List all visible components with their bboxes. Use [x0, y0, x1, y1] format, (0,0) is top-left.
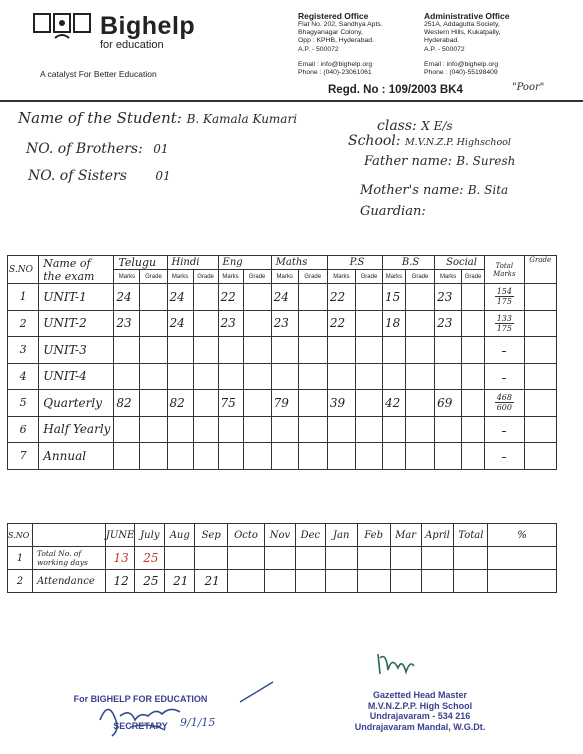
attendance-table [7, 523, 557, 593]
month-header: Feb [357, 524, 390, 547]
registered-office-line: Opp : KPHB, Hyderabad. [298, 37, 374, 45]
subject-grade [298, 443, 327, 470]
subject-grade [193, 443, 218, 470]
subject-grade [298, 363, 327, 390]
row-exam-name: UNIT-3 [39, 337, 114, 364]
row-sno: 6 [8, 416, 39, 443]
marks-subheader: Marks [435, 270, 462, 284]
month-header: Sep [195, 524, 228, 547]
marks-subheader: Marks [114, 270, 140, 284]
total-header [485, 256, 525, 284]
subject-mark [114, 416, 140, 443]
row-exam-name: Annual [39, 443, 114, 470]
row-grade [524, 310, 556, 337]
class-label: class: [377, 118, 417, 134]
month-header: July [135, 524, 165, 547]
mother-value: B. Sita [467, 183, 509, 197]
row-grade [524, 416, 556, 443]
subject-mark [435, 443, 462, 470]
subject-grade [298, 284, 327, 311]
sno-header: S.NO [8, 256, 39, 284]
administrative-office-line: 251A, Addagutta Society, [424, 21, 500, 28]
table-row [8, 310, 557, 337]
registered-office-title: Registered Office [298, 11, 369, 21]
brand-subtitle: for education [100, 39, 164, 51]
exam-header-line: the exam [43, 269, 95, 283]
subject-header: Telugu [114, 256, 167, 270]
subject-mark: 24 [114, 284, 140, 311]
grade-subheader: Grade [298, 270, 327, 284]
row-sno: 1 [8, 547, 33, 570]
subject-header: P.S [327, 256, 382, 270]
row-total [485, 337, 525, 364]
table-row [8, 390, 557, 417]
grade-subheader: Grade [243, 270, 271, 284]
guardian-label: Guardian: [360, 204, 426, 219]
month-header: Nov [264, 524, 295, 547]
subject-grade [405, 390, 434, 417]
total-obtained [502, 351, 506, 352]
registered-office-line: Bhagyanagar Colony, [298, 29, 363, 37]
subject-grade [355, 363, 382, 390]
month-header: Octo [228, 524, 265, 547]
subject-mark: 82 [114, 390, 140, 417]
subject-grade [140, 363, 167, 390]
subject-mark [383, 416, 406, 443]
student-name-label: Name of the Student: [18, 109, 182, 127]
administrative-office [424, 11, 544, 77]
subject-mark [383, 337, 406, 364]
marks-subheader: Marks [167, 270, 193, 284]
subject-grade [193, 284, 218, 311]
month-value [488, 570, 557, 593]
subject-grade [462, 337, 485, 364]
mother-label: Mother's name: [360, 183, 464, 198]
subject-grade [140, 337, 167, 364]
month-value [488, 547, 557, 570]
month-value: 25 [135, 570, 165, 593]
headmaster-stamp-school: M.V.N.Z.P.P. High School [367, 700, 473, 711]
month-header: Jan [325, 524, 357, 547]
row-exam-name: UNIT-1 [39, 284, 114, 311]
subject-grade [298, 337, 327, 364]
exam-header [39, 256, 114, 284]
attendance-label-header [32, 524, 105, 547]
subject-grade [140, 284, 167, 311]
subject-header: Social [435, 256, 485, 270]
month-header: Total [454, 524, 488, 547]
month-value [264, 570, 295, 593]
brand-name: Bighelp [100, 12, 196, 40]
month-value [228, 570, 265, 593]
marks-subheader: Marks [271, 270, 298, 284]
subject-mark [167, 416, 193, 443]
subject-mark: 24 [167, 310, 193, 337]
subject-grade [462, 363, 485, 390]
subject-mark: 22 [327, 310, 355, 337]
class-row [377, 118, 453, 134]
subject-mark [327, 416, 355, 443]
subject-grade [193, 337, 218, 364]
subject-grade [298, 416, 327, 443]
subject-header: Hindi [167, 256, 218, 270]
attendance-sno-header: S.NO [8, 524, 33, 547]
administrative-office-title: Administrative Office [424, 11, 510, 21]
administrative-office-line: A.P. - 500072 [424, 45, 465, 53]
subject-mark [114, 337, 140, 364]
marks-table [7, 255, 557, 470]
registered-office-line: Flat No. 202, Sandhya Apts. [298, 21, 383, 28]
subject-grade [140, 310, 167, 337]
row-grade [524, 390, 556, 417]
school-label: School: [348, 133, 401, 149]
month-header: Aug [165, 524, 195, 547]
subject-mark [271, 416, 298, 443]
subject-grade [462, 310, 485, 337]
father-row [364, 154, 515, 169]
row-sno: 2 [8, 570, 33, 593]
subject-mark: 69 [435, 390, 462, 417]
registered-office-email: Email : info@bighelp.org [298, 60, 373, 68]
subject-grade [193, 363, 218, 390]
table-row [8, 416, 557, 443]
month-value [421, 570, 454, 593]
total-obtained [502, 431, 506, 432]
subject-grade [405, 443, 434, 470]
row-total [485, 390, 525, 417]
subject-mark [383, 363, 406, 390]
subject-mark [327, 363, 355, 390]
month-value: 21 [165, 570, 195, 593]
mother-row [360, 183, 508, 198]
grade-subheader: Grade [355, 270, 382, 284]
marks-subheader: Marks [327, 270, 355, 284]
month-value [228, 547, 265, 570]
table-row [8, 363, 557, 390]
row-exam-name: UNIT-2 [39, 310, 114, 337]
administrative-office-phone: Phone : (040)-55198409 [424, 69, 498, 77]
subject-grade [405, 363, 434, 390]
sisters-label: NO. of Sisters [28, 168, 127, 184]
subject-mark [167, 443, 193, 470]
subject-mark: 82 [167, 390, 193, 417]
subject-grade [193, 310, 218, 337]
subject-header: Maths [271, 256, 327, 270]
subject-grade [462, 443, 485, 470]
subject-grade [140, 416, 167, 443]
registered-office-line: A.P. - 500072 [298, 45, 339, 53]
subject-mark [218, 443, 243, 470]
row-sno: 4 [8, 363, 39, 390]
month-value [454, 570, 488, 593]
brothers-row [26, 141, 169, 157]
student-name-row [18, 109, 297, 127]
month-value [357, 570, 390, 593]
marks-subheader: Marks [218, 270, 243, 284]
subject-mark: 18 [383, 310, 406, 337]
subject-mark: 75 [218, 390, 243, 417]
subject-grade [355, 443, 382, 470]
grade-subheader: Grade [140, 270, 167, 284]
subject-mark [383, 443, 406, 470]
row-label: Attendance [32, 570, 105, 593]
row-sno: 2 [8, 310, 39, 337]
subject-grade [243, 390, 271, 417]
subject-grade [462, 284, 485, 311]
month-value: 25 [135, 547, 165, 570]
month-header: JUNE [105, 524, 135, 547]
subject-mark: 23 [218, 310, 243, 337]
month-value [264, 547, 295, 570]
headmaster-stamp-place: Undrajavaram - 534 216 [369, 711, 471, 721]
father-label: Father name: [364, 154, 453, 169]
sisters-value: 01 [155, 169, 171, 183]
subject-mark: 39 [327, 390, 355, 417]
subject-grade [243, 310, 271, 337]
row-total [485, 284, 525, 311]
subject-mark [327, 337, 355, 364]
administrative-office-email: Email : info@bighelp.org [424, 60, 499, 68]
total-max: 600 [496, 403, 512, 413]
subject-grade [405, 284, 434, 311]
headmaster-signature-icon [372, 648, 422, 680]
subject-mark: 23 [435, 284, 462, 311]
grade-header: Grade [524, 256, 556, 284]
grade-subheader: Grade [193, 270, 218, 284]
month-header: April [421, 524, 454, 547]
month-header: Mar [390, 524, 421, 547]
subject-mark: 22 [218, 284, 243, 311]
month-value [390, 570, 421, 593]
school-row [348, 133, 511, 149]
class-value: X E/s [421, 119, 453, 133]
subject-grade [462, 390, 485, 417]
month-value [357, 547, 390, 570]
subject-mark [167, 363, 193, 390]
subject-grade [193, 390, 218, 417]
subject-mark [114, 363, 140, 390]
subject-grade [298, 310, 327, 337]
sisters-row [28, 168, 171, 184]
administrative-office-line: Western Hills, Kukatpally, [424, 29, 501, 37]
table-row [8, 284, 557, 311]
row-grade [524, 363, 556, 390]
table-row [8, 337, 557, 364]
subject-mark [327, 443, 355, 470]
total-max: 175 [496, 297, 512, 307]
subject-mark: 23 [271, 310, 298, 337]
subject-grade [355, 284, 382, 311]
month-value [325, 547, 357, 570]
student-name-value: B. Kamala Kumari [186, 112, 298, 126]
organization-stamp-role: SECRETARY [113, 721, 168, 731]
subject-mark [435, 363, 462, 390]
row-exam-name: Quarterly [39, 390, 114, 417]
subject-grade [405, 416, 434, 443]
subject-grade [140, 443, 167, 470]
grade-subheader: Grade [462, 270, 485, 284]
subject-mark: 23 [435, 310, 462, 337]
total-header-line: Total [495, 261, 514, 270]
subject-mark [218, 363, 243, 390]
month-value [390, 547, 421, 570]
logo-icon [33, 8, 91, 54]
table-row [8, 443, 557, 470]
subject-header: B.S [383, 256, 435, 270]
organization-stamp-title: For BIGHELP FOR EDUCATION [73, 694, 208, 704]
month-value: 13 [105, 547, 135, 570]
signature-date: 9/1/15 [180, 716, 216, 729]
headmaster-stamp-mandal: Undrajavaram Mandal, W.G.Dt. [354, 721, 486, 732]
row-exam-name: Half Yearly [39, 416, 114, 443]
month-header: Dec [295, 524, 325, 547]
subject-grade [243, 443, 271, 470]
subject-header: Eng [218, 256, 271, 270]
subject-mark: 42 [383, 390, 406, 417]
tagline: A catalyst For Better Education [40, 69, 157, 79]
subject-mark: 24 [167, 284, 193, 311]
month-value [295, 547, 325, 570]
total-obtained: 133 [496, 313, 512, 323]
row-sno: 3 [8, 337, 39, 364]
administrative-office-line: Hyderabad. [424, 37, 460, 45]
row-sno: 7 [8, 443, 39, 470]
month-value [165, 547, 195, 570]
secretary-signature-icon [90, 680, 280, 742]
subject-mark [218, 337, 243, 364]
row-grade [524, 284, 556, 311]
total-obtained: 468 [496, 393, 512, 403]
subject-grade [243, 416, 271, 443]
marks-subheader: Marks [383, 270, 406, 284]
subject-mark [114, 443, 140, 470]
registration-number: Regd. No : 109/2003 BK4 [328, 84, 463, 96]
table-row [8, 547, 557, 570]
subject-grade [193, 416, 218, 443]
subject-grade [243, 284, 271, 311]
remark: "Poor" [512, 82, 545, 93]
month-value [325, 570, 357, 593]
row-sno: 1 [8, 284, 39, 311]
table-row [8, 570, 557, 593]
subject-mark [218, 416, 243, 443]
month-value [454, 547, 488, 570]
subject-grade [140, 390, 167, 417]
headmaster-stamp [350, 690, 490, 732]
month-value [295, 570, 325, 593]
subject-mark: 15 [383, 284, 406, 311]
exam-header-line: Name of [43, 256, 91, 270]
subject-grade [355, 337, 382, 364]
row-grade [524, 337, 556, 364]
subject-grade [355, 310, 382, 337]
subject-mark: 22 [327, 284, 355, 311]
total-obtained [502, 378, 506, 379]
header-divider [0, 100, 583, 102]
total-obtained [502, 457, 506, 458]
registered-office [298, 11, 416, 77]
row-grade [524, 443, 556, 470]
subject-mark [271, 443, 298, 470]
total-obtained: 154 [496, 287, 512, 297]
row-label: Total No. of working days [32, 547, 105, 570]
row-total [485, 443, 525, 470]
total-header-line: Marks [493, 269, 516, 278]
row-sno: 5 [8, 390, 39, 417]
subject-grade [243, 337, 271, 364]
subject-mark [167, 337, 193, 364]
subject-mark: 23 [114, 310, 140, 337]
subject-mark [271, 363, 298, 390]
brothers-value: 01 [153, 142, 169, 156]
row-total [485, 310, 525, 337]
subject-grade [405, 337, 434, 364]
subject-grade [243, 363, 271, 390]
total-max: 175 [496, 323, 512, 333]
row-total [485, 416, 525, 443]
month-value: 21 [195, 570, 228, 593]
registered-office-phone: Phone : (040)-23061061 [298, 69, 372, 77]
month-value [421, 547, 454, 570]
subject-grade [355, 390, 382, 417]
father-value: B. Suresh [456, 154, 516, 168]
subject-mark: 79 [271, 390, 298, 417]
subject-grade [298, 390, 327, 417]
headmaster-stamp-role: Gazetted Head Master [372, 690, 468, 700]
subject-mark [435, 416, 462, 443]
subject-grade [462, 416, 485, 443]
row-total [485, 363, 525, 390]
subject-grade [405, 310, 434, 337]
month-value [195, 547, 228, 570]
row-exam-name: UNIT-4 [39, 363, 114, 390]
month-value: 12 [105, 570, 135, 593]
month-header: % [488, 524, 557, 547]
subject-mark [435, 337, 462, 364]
subject-grade [355, 416, 382, 443]
subject-mark [271, 337, 298, 364]
school-value: M.V.N.Z.P. Highschool [404, 137, 511, 148]
grade-subheader: Grade [405, 270, 434, 284]
brothers-label: NO. of Brothers: [26, 141, 143, 157]
subject-mark: 24 [271, 284, 298, 311]
